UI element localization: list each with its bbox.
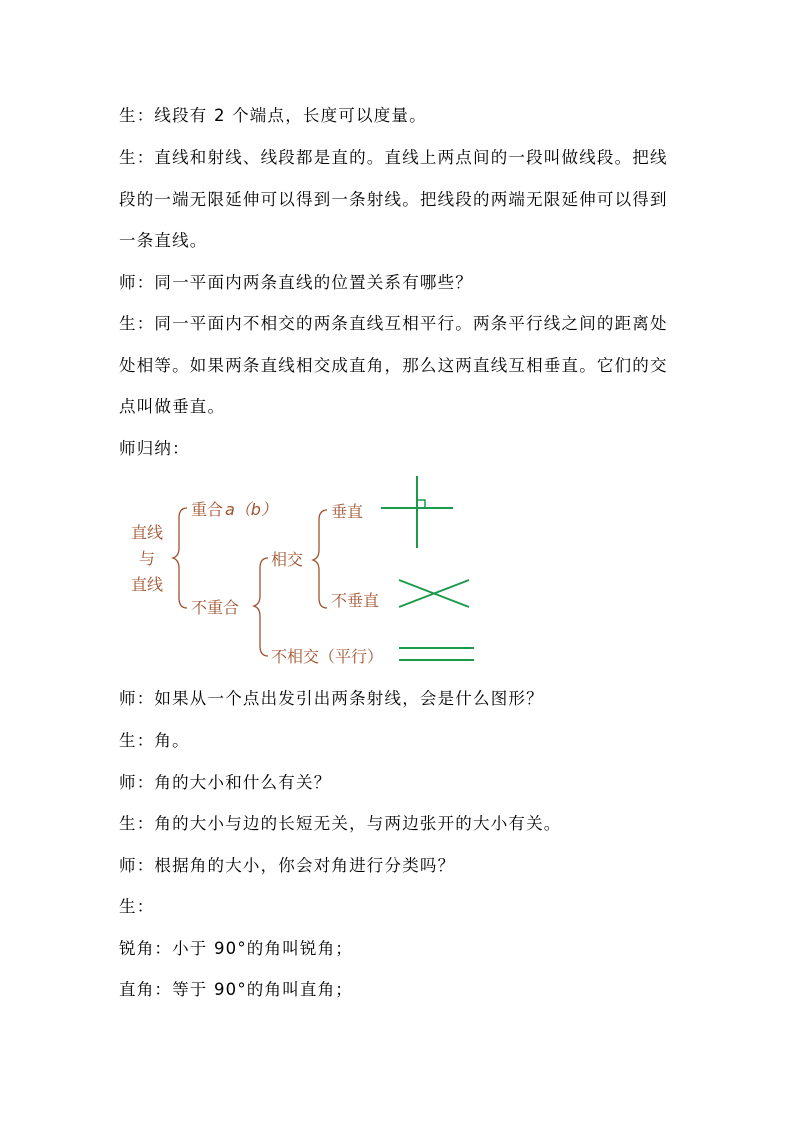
paragraph-student-6: 生： (119, 897, 155, 916)
root-label-line3: 直线 (131, 575, 164, 594)
label-coincide: 重合 (191, 500, 224, 519)
paragraph-acute-angle: 锐角：小于 90°的角叫锐角； (119, 939, 353, 958)
parallel-lines-figure (399, 648, 474, 660)
paragraph-teacher-1: 师：同一平面内两条直线的位置关系有哪些？ (119, 273, 473, 292)
paragraph-student-5: 生：角的大小与边的长短无关，与两边张开的大小有关。 (119, 814, 562, 833)
paragraph-teacher-4: 师：根据角的大小，你会对角进行分类吗？ (119, 856, 456, 875)
right-angle-mark (417, 500, 425, 508)
paragraph-student-4: 生：角。 (119, 731, 190, 750)
root-label-line2: 与 (139, 549, 156, 568)
brace-intersect (313, 510, 327, 608)
label-intersect: 相交 (271, 550, 304, 569)
intersecting-lines-figure (399, 580, 469, 607)
brace-root (173, 508, 187, 608)
root-label-line1: 直线 (131, 523, 164, 542)
brace-not-coincide (254, 558, 268, 656)
paragraph-student-2: 生：直线和射线、线段都是直的。直线上两点间的一段叫做线段。把线段的一端无限延伸可以得到一条射线。把线段的两端无限延伸可以得到一条直线。 (119, 148, 668, 250)
paragraph-right-angle: 直角：等于 90°的角叫直角； (119, 980, 353, 999)
perpendicular-figure (381, 476, 453, 548)
paragraph-student-1: 生：线段有 2 个端点，长度可以度量。 (119, 106, 427, 125)
diagram-svg (119, 470, 499, 675)
paragraph-teacher-summary: 师归纳： (119, 439, 190, 458)
paragraph-teacher-3: 师：角的大小和什么有关？ (119, 773, 332, 792)
line-relationship-diagram (119, 470, 499, 675)
paragraph-teacher-2: 师：如果从一个点出发引出两条射线，会是什么图形？ (119, 689, 544, 708)
label-coincide-var: a（b） (225, 500, 277, 519)
label-not-intersect: 不相交（平行） (271, 647, 384, 666)
paragraph-student-3: 生：同一平面内不相交的两条直线互相平行。两条平行线之间的距离处处相等。如果两条直线相交成直角，那么这两直线互相垂直。它们的交点叫做垂直。 (119, 314, 668, 416)
label-not-coincide: 不重合 (191, 598, 240, 617)
label-not-perpendicular: 不垂直 (331, 591, 380, 610)
label-perpendicular: 垂直 (331, 502, 364, 521)
